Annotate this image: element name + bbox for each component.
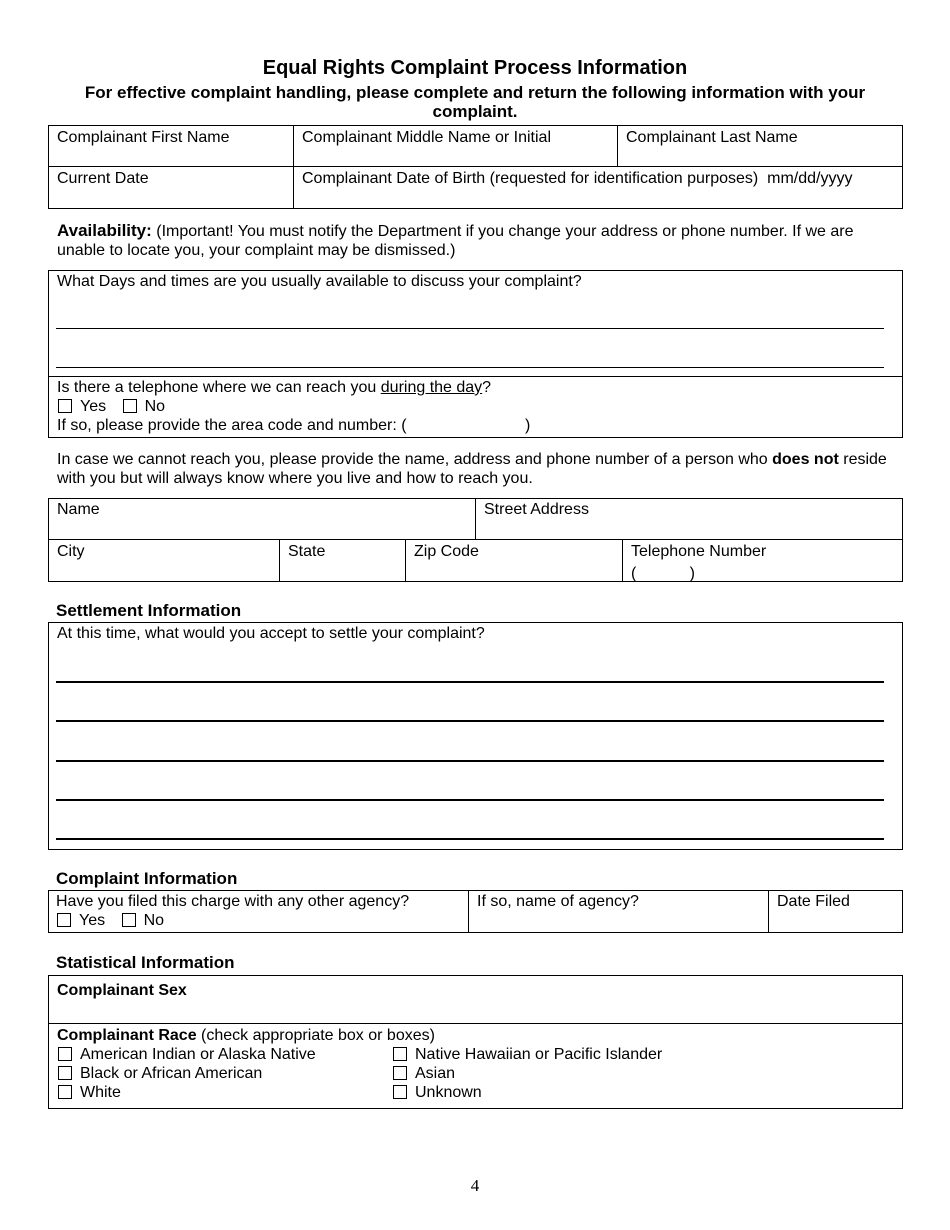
settlement-line-4[interactable] xyxy=(56,799,884,801)
race-option: American Indian or Alaska Native xyxy=(58,1045,316,1064)
race-option: Black or African American xyxy=(58,1064,262,1083)
contact-city-field[interactable]: City xyxy=(57,543,85,560)
phone-no-checkbox[interactable] xyxy=(123,399,137,413)
race-checkbox[interactable] xyxy=(58,1085,72,1099)
complainant-sex-label: Complainant Sex xyxy=(57,982,187,999)
middle-name-field[interactable]: Complainant Middle Name or Initial xyxy=(302,129,551,146)
statistical-heading: Statistical Information xyxy=(56,953,235,972)
availability-box xyxy=(48,270,903,438)
race-checkbox[interactable] xyxy=(58,1047,72,1061)
phone-number-input[interactable]: ) xyxy=(525,417,531,434)
agency-name-field[interactable]: If so, name of agency? xyxy=(477,893,639,910)
race-option: White xyxy=(58,1083,121,1102)
filed-yes-checkbox[interactable] xyxy=(57,913,71,927)
contact-zip-field[interactable]: Zip Code xyxy=(414,543,479,560)
contact-street-field[interactable]: Street Address xyxy=(484,501,589,518)
page-number: 4 xyxy=(470,1176,480,1195)
days-answer-line-1[interactable] xyxy=(56,328,884,329)
phone-yes-checkbox[interactable] xyxy=(58,399,72,413)
contact-name-field[interactable]: Name xyxy=(57,501,100,518)
race-checkbox[interactable] xyxy=(58,1066,72,1080)
first-name-field[interactable]: Complainant First Name xyxy=(57,129,230,146)
race-checkbox[interactable] xyxy=(393,1047,407,1061)
phone-yes-no: Yes No xyxy=(58,397,165,416)
race-option: Unknown xyxy=(393,1083,482,1102)
filed-no-checkbox[interactable] xyxy=(122,913,136,927)
contact-phone-parens: ( ) xyxy=(631,565,695,582)
page-title: Equal Rights Complaint Process Information xyxy=(262,57,688,79)
filed-question: Have you filed this charge with any other agency? xyxy=(56,893,410,910)
current-date-field[interactable]: Current Date xyxy=(57,170,149,187)
settlement-line-5[interactable] xyxy=(56,838,884,840)
race-option: Asian xyxy=(393,1064,455,1083)
date-filed-field[interactable]: Date Filed xyxy=(777,893,850,910)
settlement-box xyxy=(48,622,903,850)
race-checkbox[interactable] xyxy=(393,1085,407,1099)
filed-yes-no: Yes No xyxy=(57,911,164,930)
last-name-field[interactable]: Complainant Last Name xyxy=(626,129,798,146)
phone-question: Is there a telephone where we can reach you during the day? xyxy=(57,379,492,396)
settlement-line-3[interactable] xyxy=(56,760,884,762)
days-question: What Days and times are you usually available to discuss your complaint? xyxy=(57,273,582,290)
contact-intro: In case we cannot reach you, please provide the name, address and phone number of a person who does not reside with you but will always know where you live and how to reach you. xyxy=(57,451,887,487)
dob-field[interactable]: Complainant Date of Birth (requested for identification purposes) mm/dd/yyyy xyxy=(302,170,853,187)
settlement-line-2[interactable] xyxy=(56,720,884,722)
contact-state-field[interactable]: State xyxy=(288,543,326,560)
days-answer-line-2[interactable] xyxy=(56,367,884,368)
settlement-heading: Settlement Information xyxy=(56,601,242,620)
complaint-heading: Complaint Information xyxy=(56,869,238,888)
phone-number-prompt: If so, please provide the area code and number: ( xyxy=(57,417,407,434)
race-option: Native Hawaiian or Pacific Islander xyxy=(393,1045,662,1064)
complainant-race-label: Complainant Race (check appropriate box or boxes) xyxy=(57,1027,435,1044)
settlement-question: At this time, what would you accept to settle your complaint? xyxy=(57,625,485,642)
contact-telephone-field[interactable]: Telephone Number xyxy=(631,543,767,560)
settlement-line-1[interactable] xyxy=(56,681,884,683)
race-checkbox[interactable] xyxy=(393,1066,407,1080)
page-subtitle: For effective complaint handling, please complete and return the following information with your complaint. xyxy=(84,83,866,121)
availability-note: Availability: (Important! You must notify the Department if you change your address or phone number. If we are unable to locate you, your complaint may be dismissed.) xyxy=(57,221,854,259)
